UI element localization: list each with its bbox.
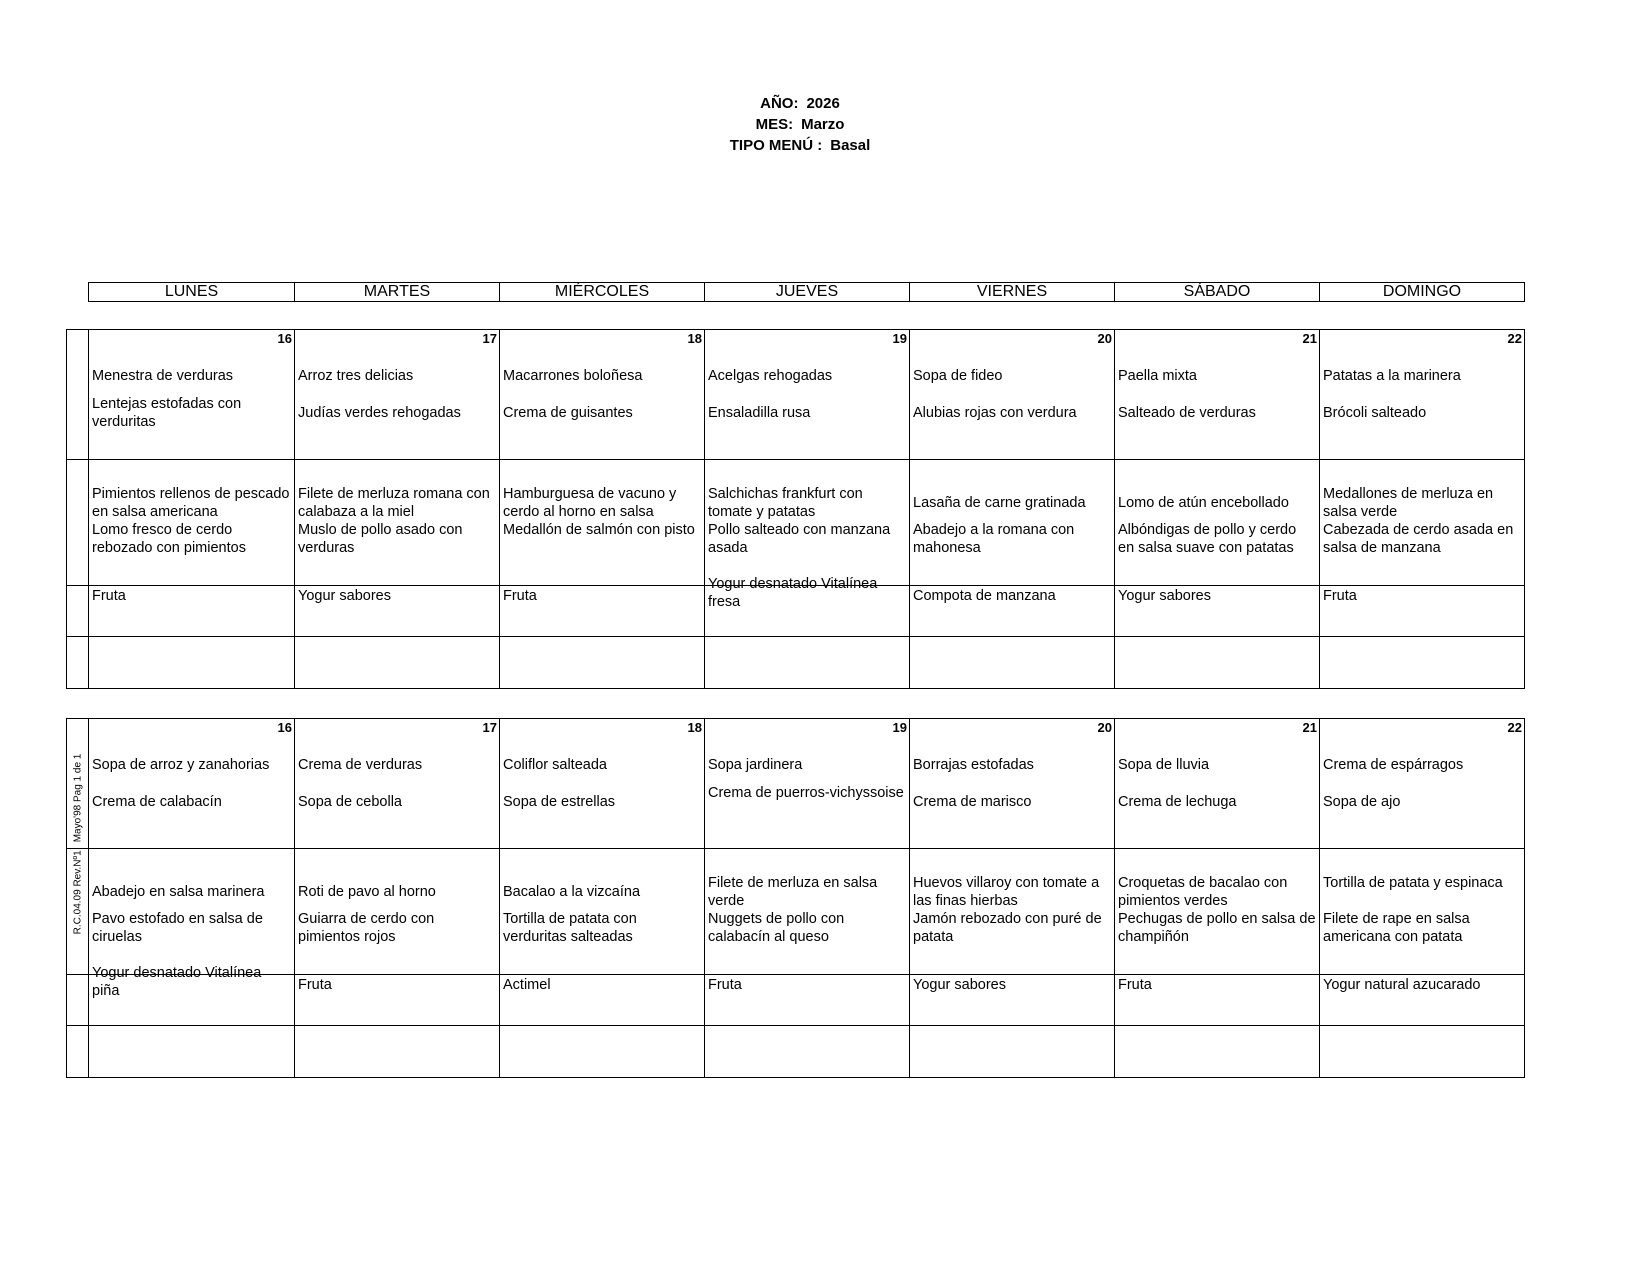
first-course-option: Lentejas estofadas con verduritas [92,396,242,430]
day-number: 19 [892,720,907,735]
first-course-option: Sopa de arroz y zanahorias [92,757,270,773]
dessert: Fruta [503,588,537,604]
day-number: 20 [1097,331,1112,346]
day-column [909,719,1114,1077]
day-column [89,330,294,688]
second-course-option: Filete de merluza en salsa verde [708,875,878,909]
first-course-option: Patatas a la marinera [1323,368,1461,384]
weekday-header: JUEVES [704,283,909,301]
first-course-option: Ensaladilla rusa [708,405,811,421]
second-course-option: Bacalao a la vizcaína [503,884,641,900]
first-course-option: Menestra de verduras [92,368,234,384]
document-code: R.C.04.09 Rev.Nº1 [72,850,84,935]
week-table [66,718,1525,1078]
first-course-option: Crema de guisantes [503,405,633,421]
second-course-option: Roti de pavo al horno [298,884,436,900]
first-course-option: Sopa de ajo [1323,794,1401,810]
second-course-option: Cabezada de cerdo asada en salsa de manzana [1323,522,1514,556]
dessert: Yogur sabores [1118,588,1211,604]
day-number: 17 [482,331,497,346]
day-column [499,330,704,688]
second-course-option: Nuggets de pollo con calabacín al queso [708,911,845,945]
first-course-option: Salteado de verduras [1118,405,1256,421]
first-course-option: Brócoli salteado [1323,405,1427,421]
year-value: 2026 [806,95,840,112]
day-number: 21 [1302,720,1317,735]
menu-type-value: Basal [830,137,871,154]
document-reference [73,750,84,939]
second-course-option: Pollo salteado con manzana asada [708,522,891,556]
day-column [1114,719,1319,1077]
month-line [0,114,1600,135]
first-course-option: Borrajas estofadas [913,757,1034,773]
second-course-option: Pimientos rellenos de pescado en salsa americana [92,486,290,520]
first-course-option: Paella mixta [1118,368,1197,384]
year-line [0,93,1600,114]
day-column [704,719,909,1077]
weekday-header-row [88,282,1525,302]
day-column [909,330,1114,688]
dessert: Yogur sabores [913,977,1006,993]
second-course-option: Salchichas frankfurt con tomate y patatas [708,486,863,520]
day-number: 18 [687,720,702,735]
first-course-option: Crema de verduras [298,757,423,773]
first-course-option: Acelgas rehogadas [708,368,833,384]
document-date-page: Mayo'98 Pag 1 de 1 [72,753,84,843]
day-number: 22 [1507,720,1522,735]
menu-type-line [0,135,1600,156]
month-value: Marzo [801,116,845,133]
second-course-option: Lomo de atún encebollado [1118,495,1289,511]
first-course-option: Sopa de estrellas [503,794,616,810]
day-number: 22 [1507,331,1522,346]
second-course-option: Guiarra de cerdo con pimientos rojos [298,911,435,945]
day-number: 20 [1097,720,1112,735]
first-course-option: Macarrones boloñesa [503,368,643,384]
first-course-option: Judías verdes rehogadas [298,405,461,421]
second-course-option: Lomo fresco de cerdo rebozado con pimientos [92,522,246,556]
dessert: Compota de manzana [913,588,1056,604]
first-course-option: Crema de marisco [913,794,1032,810]
day-number: 16 [277,331,292,346]
day-column [1114,330,1319,688]
second-course-option: Lasaña de carne gratinada [913,495,1086,511]
second-course-option: Muslo de pollo asado con verduras [298,522,463,556]
first-course-option: Arroz tres delicias [298,368,414,384]
dessert: Fruta [1323,588,1357,604]
day-column [499,719,704,1077]
day-column [294,330,499,688]
second-course-option: Pavo estofado en salsa de ciruelas [92,911,263,945]
first-course-option: Sopa de cebolla [298,794,402,810]
second-course-option: Filete de rape en salsa americana con patata [1323,911,1470,945]
menu-type-label: TIPO MENÚ : [729,137,823,154]
day-number: 19 [892,331,907,346]
day-column [1319,719,1524,1077]
day-column [704,330,909,688]
second-course-option: Hamburguesa de vacuno y cerdo al horno en salsa [503,486,677,520]
first-course-option: Crema de espárragos [1323,757,1464,773]
dessert: Fruta [298,977,332,993]
weekday-header: DOMINGO [1319,283,1524,301]
first-course-option: Sopa jardinera [708,757,803,773]
day-number: 18 [687,331,702,346]
dessert: Fruta [1118,977,1152,993]
week-table [66,329,1525,689]
day-number: 16 [277,720,292,735]
second-course-option: Croquetas de bacalao con pimientos verdes [1118,875,1288,909]
dessert: Fruta [708,977,742,993]
dessert: Yogur sabores [298,588,391,604]
day-column [89,719,294,1077]
year-label: AÑO: [760,95,799,112]
second-course-option: Tortilla de patata y espinaca [1323,875,1503,891]
side-column [67,330,89,688]
month-label: MES: [755,116,794,133]
day-column [294,719,499,1077]
weekday-header: SÁBADO [1114,283,1319,301]
second-course-option: Albóndigas de pollo y cerdo en salsa suave con patatas [1118,522,1297,556]
dessert: Yogur desnatado Vitalínea fresa [708,576,878,610]
first-course-option: Alubias rojas con verdura [913,405,1077,421]
dessert: Yogur natural azucarado [1323,977,1481,993]
second-course-option: Filete de merluza romana con calabaza a la miel [298,486,490,520]
day-number: 17 [482,720,497,735]
first-course-option: Crema de puerros-vichyssoise [708,785,904,801]
first-course-option: Crema de lechuga [1118,794,1237,810]
second-course-option: Abadejo a la romana con mahonesa [913,522,1075,556]
weekday-header: VIERNES [909,283,1114,301]
first-course-option: Sopa de lluvia [1118,757,1210,773]
second-course-option: Jamón rebozado con puré de patata [913,911,1102,945]
day-number: 21 [1302,331,1317,346]
day-column [1319,330,1524,688]
first-course-option: Coliflor salteada [503,757,607,773]
second-course-option: Huevos villaroy con tomate a las finas hierbas [913,875,1100,909]
side-column [67,719,89,1077]
first-course-option: Sopa de fideo [913,368,1003,384]
dessert: Actimel [503,977,551,993]
second-course-option: Abadejo en salsa marinera [92,884,265,900]
second-course-option: Pechugas de pollo en salsa de champiñón [1118,911,1316,945]
weekday-header: LUNES [164,283,219,300]
weekday-header: MARTES [294,283,499,301]
dessert: Yogur desnatado Vitalínea piña [92,965,262,999]
second-course-option: Tortilla de patata con verduritas salteadas [503,911,637,945]
weekday-header: MIÉRCOLES [499,283,704,301]
second-course-option: Medallones de merluza en salsa verde [1323,486,1494,520]
dessert: Fruta [92,588,126,604]
second-course-option: Medallón de salmón con pisto [503,522,695,538]
first-course-option: Crema de calabacín [92,794,222,810]
